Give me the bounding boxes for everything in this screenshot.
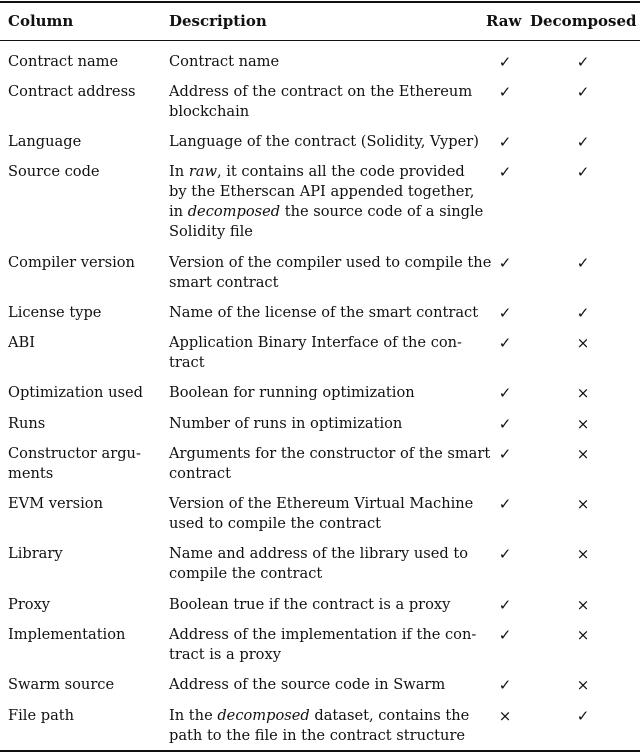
- description-cell: path to the file in the contract structure: [169, 727, 466, 744]
- description-cell: smart contract: [169, 274, 279, 291]
- description-cell: Boolean for running optimization: [169, 384, 415, 401]
- description-cell: Name and address of the library used to: [169, 545, 469, 562]
- header-decomposed: Decomposed: [530, 12, 637, 30]
- dataset-columns-table: Column Description Raw Decomposed Contract name Contract name ✓ ✓ Contract address Address of the contract on the Ethereum blockchain ✓ ✓ Language Language of the contract (Solidity, Vyper) ✓ ✓ Source code In raw, it contains all the code provided by the Etherscan API appended together, in decomposed the source code of a single Solidity file ✓ ✓ Compiler version Version of the compiler used to compile the smart contract ✓ ✓ License type Name of the license of the smart contract ✓ ✓ ABI Application Binary Interface of the con- tract ✓ × Optimization used Boolean for running optimization ✓ × Runs Number of runs in optimization ✓ × Constructor argu- ments Arguments for the constructor of the smart contract ✓ × EVM version Version of the Ethereum Virtual Machine used to compile the contract ✓ × Library Name and address of the library used to compile the contract ✓ × Proxy Boolean true if the contract is a proxy ✓ × Implementation Address of the implementation if the con- tract is a proxy ✓ × Swarm source Address of the source code in Swarm ✓ × File path In the decomposed dataset, contains the path to the file in the contract structure × ✓: [0, 0, 640, 756]
- bottom-rule: [0, 750, 640, 752]
- description-cell: In raw, it contains all the code provided: [169, 163, 465, 180]
- description-cell: by the Etherscan API appended together,: [169, 183, 475, 200]
- description-cell: Version of the Ethereum Virtual Machine: [169, 495, 474, 512]
- header-description: Description: [169, 12, 267, 30]
- description-cell: Version of the compiler used to compile the: [169, 254, 492, 271]
- column-name-cell: Optimization used: [8, 384, 143, 401]
- description-cell: Address of the contract on the Ethereum: [169, 83, 473, 100]
- description-cell: Name of the license of the smart contract: [169, 304, 479, 321]
- column-name-cell: Implementation: [8, 626, 126, 643]
- description-cell: in decomposed the source code of a single: [169, 203, 484, 220]
- description-cell: used to compile the contract: [169, 515, 382, 532]
- description-cell: tract: [169, 354, 205, 371]
- column-name-cell: Library: [8, 545, 63, 562]
- column-name-cell: Swarm source: [8, 676, 115, 693]
- description-cell: Arguments for the constructor of the smart: [169, 445, 491, 462]
- description-cell: Language of the contract (Solidity, Vyper): [169, 133, 479, 150]
- column-name-cell: File path: [8, 707, 75, 724]
- column-name-cell: Source code: [8, 163, 100, 180]
- description-cell: Address of the implementation if the con-: [169, 626, 477, 643]
- column-name-cell: Runs: [8, 415, 46, 432]
- top-rule: [0, 1, 640, 3]
- column-name-cell: Language: [8, 133, 82, 150]
- column-name-cell: Contract name: [8, 53, 119, 70]
- description-cell: In the decomposed dataset, contains the: [169, 707, 470, 724]
- description-cell: Boolean true if the contract is a proxy: [169, 596, 451, 613]
- header-column: Column: [8, 12, 74, 30]
- column-name-cell: Proxy: [8, 596, 51, 613]
- description-cell: Solidity file: [169, 223, 253, 240]
- column-name-cell: EVM version: [8, 495, 103, 512]
- column-name-cell: Contract address: [8, 83, 136, 100]
- header-rule: [0, 40, 640, 41]
- description-cell: Address of the source code in Swarm: [169, 676, 446, 693]
- description-cell: Number of runs in optimization: [169, 415, 403, 432]
- column-name-cell: Compiler version: [8, 254, 135, 271]
- description-cell: contract: [169, 465, 231, 482]
- description-cell: tract is a proxy: [169, 646, 281, 663]
- column-name-cell: License type: [8, 304, 102, 321]
- description-cell: compile the contract: [169, 565, 323, 582]
- description-cell: Application Binary Interface of the con-: [169, 334, 462, 351]
- column-name-cell: ments: [8, 465, 54, 482]
- description-cell: Contract name: [169, 53, 280, 70]
- description-cell: blockchain: [169, 103, 250, 120]
- header-raw: Raw: [486, 12, 522, 30]
- column-name-cell: Constructor argu-: [8, 445, 141, 462]
- column-name-cell: ABI: [8, 334, 36, 351]
